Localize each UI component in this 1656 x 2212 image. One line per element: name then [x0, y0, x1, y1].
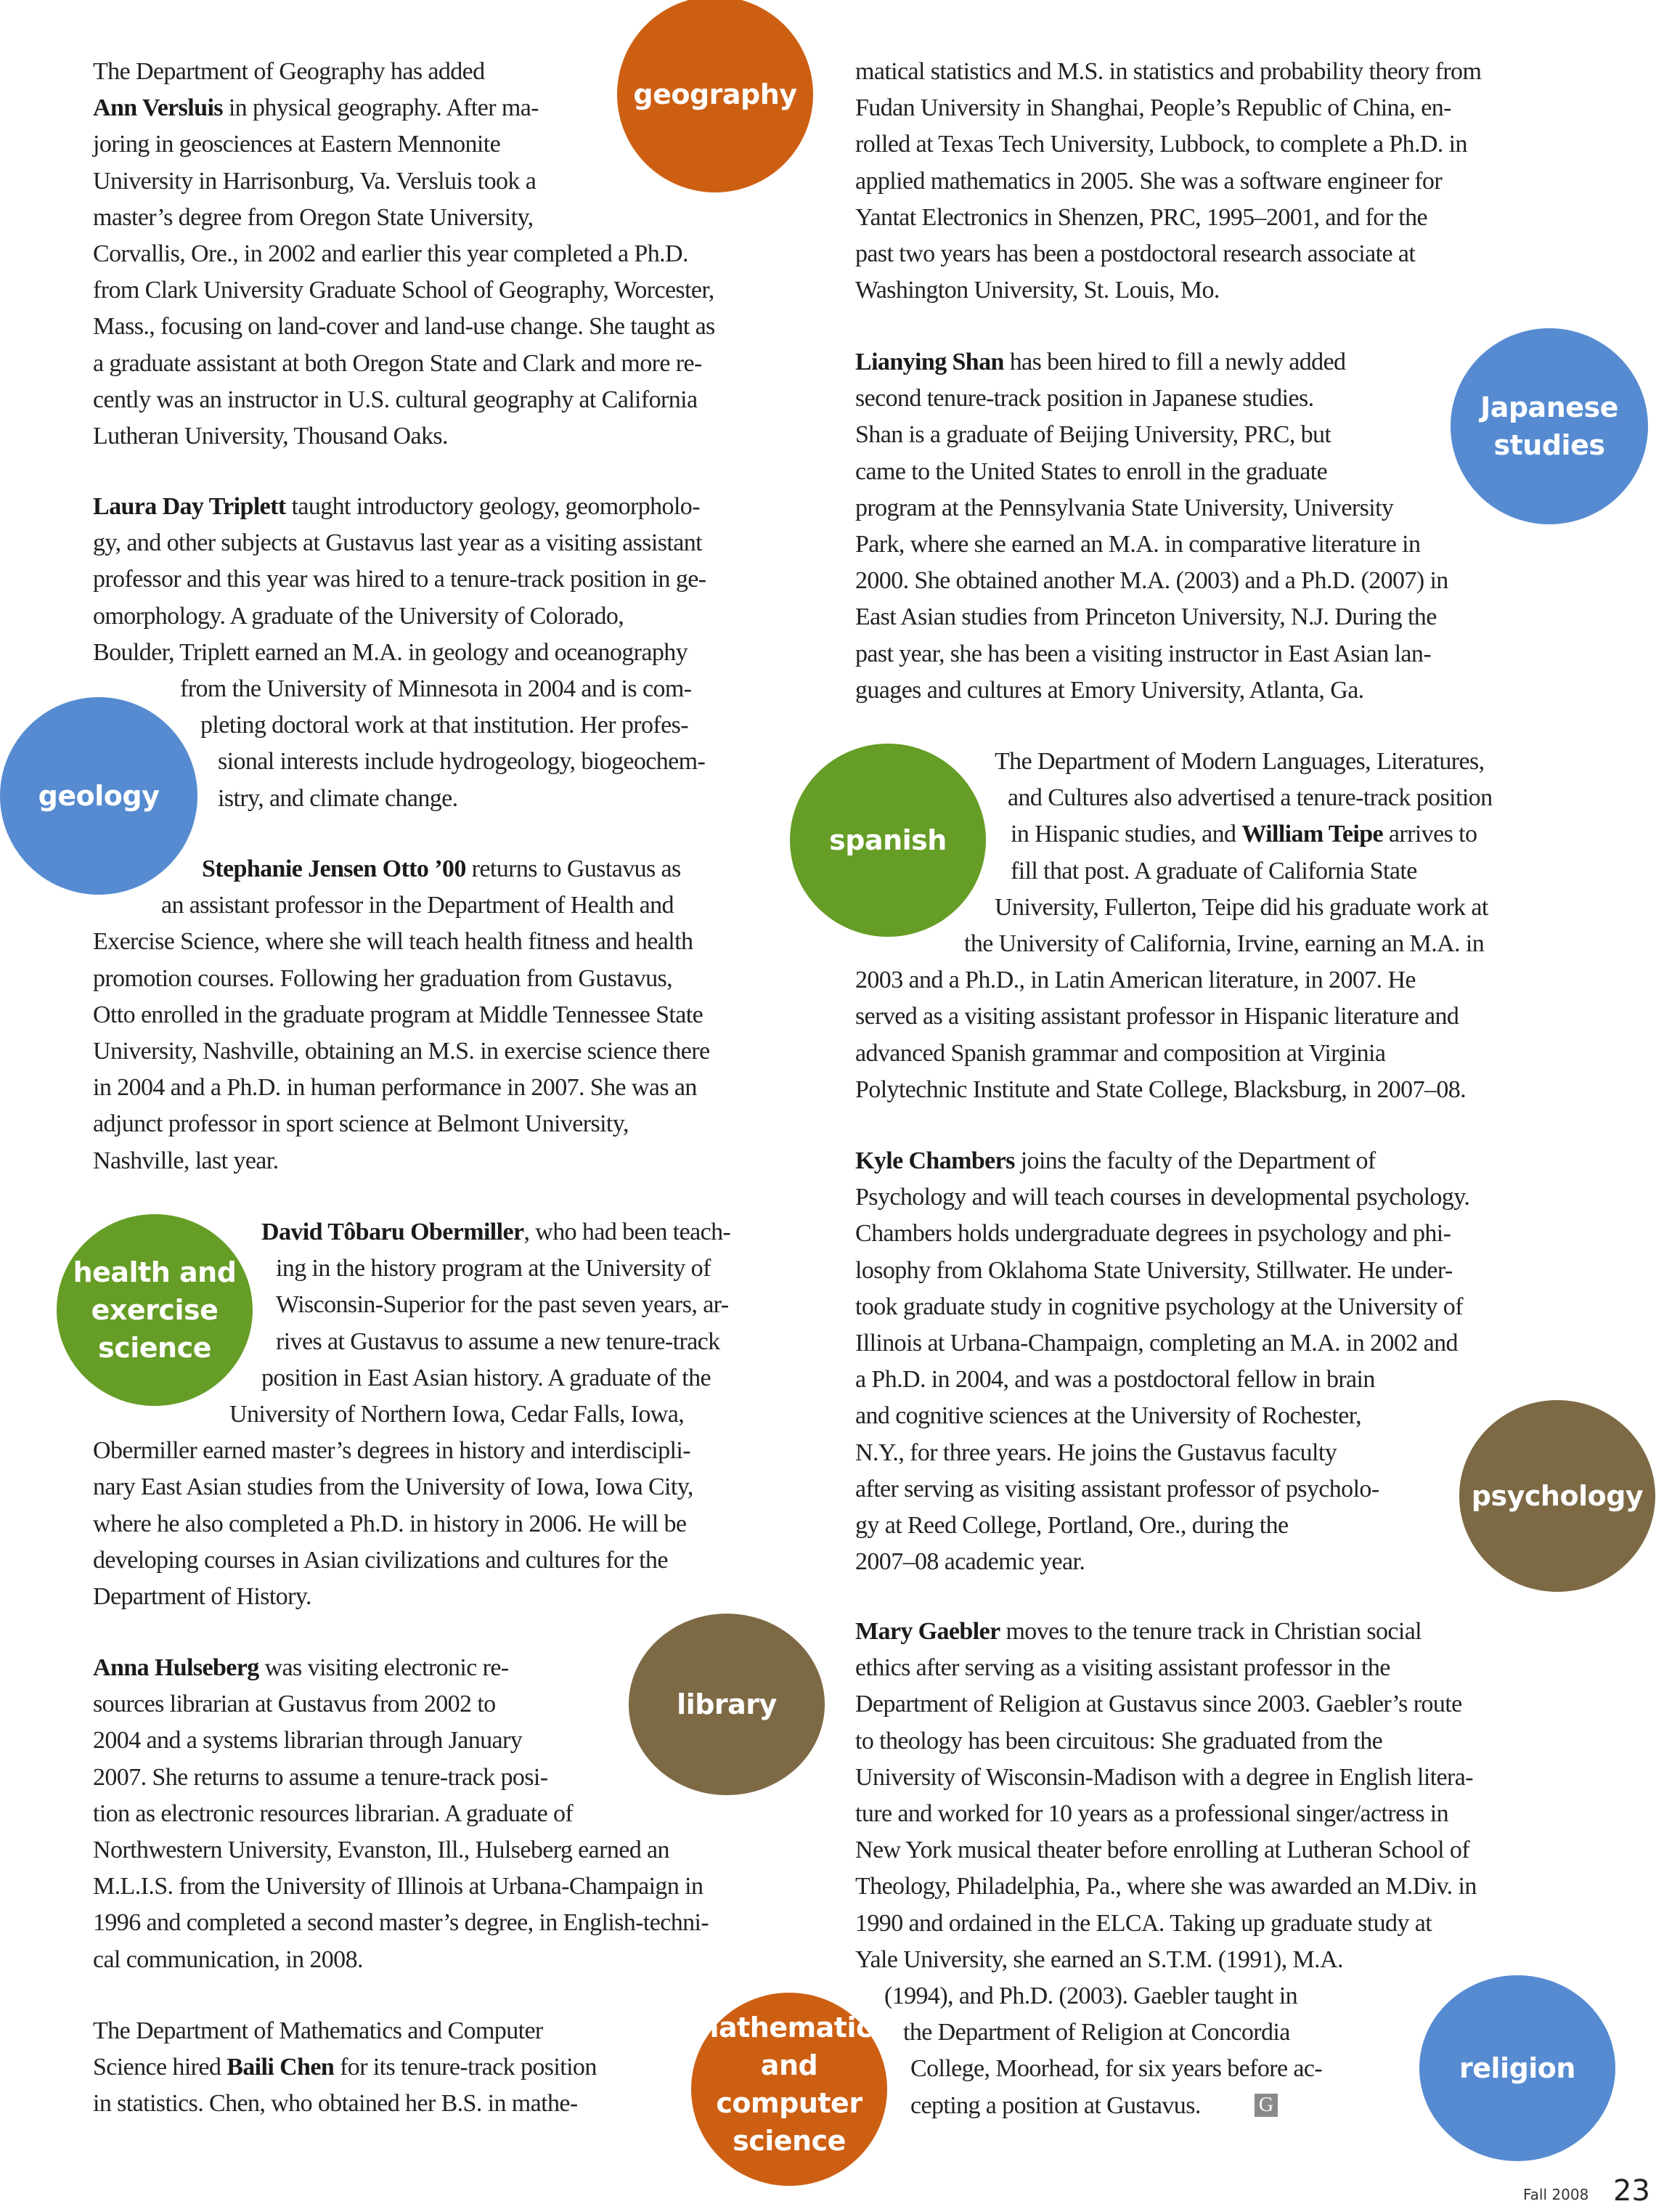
line-text: to theology has been circuitous: She graduated from the — [855, 1727, 1383, 1754]
line-text: University of Northern Iowa, Cedar Falls, Iowa, — [229, 1401, 685, 1428]
line-text: gy, and other subjects at Gustavus last year as a visiting assistant — [93, 529, 702, 557]
line-text: The Department of Geography has added — [93, 58, 485, 85]
text-line — [855, 163, 1442, 200]
text-line — [93, 1686, 496, 1723]
line-text: served as a visiting assistant professor in Hispanic literature and — [855, 1003, 1459, 1030]
text-line — [93, 236, 688, 272]
text-line — [93, 1433, 690, 1469]
text-line — [855, 1869, 1477, 1905]
text-line — [93, 1832, 669, 1869]
line-text: 2007. She returns to assume a tenure-track posi- — [93, 1763, 548, 1791]
line-text: took graduate study in cognitive psychology at the University of — [855, 1293, 1463, 1320]
text-line — [93, 1542, 668, 1579]
text-line — [218, 781, 458, 817]
line-text: fill that post. A graduate of California State — [1011, 857, 1417, 885]
line-text: joins the faculty of the Department of — [1014, 1147, 1376, 1174]
line-text: Chambers holds undergraduate degrees in psychology and phi- — [855, 1220, 1451, 1248]
text-line — [93, 525, 702, 561]
text-line — [93, 90, 539, 126]
circle-label-line: science — [98, 1332, 211, 1364]
line-text: 1996 and completed a second master’s degree, in English-techni- — [93, 1909, 709, 1937]
line-text: Northwestern University, Evanston, Ill., Hulseberg earned an — [93, 1837, 669, 1863]
text-line — [93, 924, 693, 960]
line-text: 2004 and a systems librarian through January — [93, 1727, 523, 1754]
person-name: Ann Versluis — [93, 94, 223, 122]
psychology-label-text — [1472, 1477, 1643, 1515]
text-line — [855, 1614, 1422, 1650]
person-name: Mary Gaebler — [855, 1618, 1000, 1645]
line-text: tion as electronic resources librarian. A graduate of — [93, 1800, 574, 1827]
person-name: Baili Chen — [227, 2054, 335, 2081]
text-line — [93, 1650, 509, 1686]
text-line — [855, 1362, 1375, 1398]
text-line — [964, 926, 1484, 962]
line-text: rolled at Texas Tech University, Lubbock, to complete a Ph.D. in — [855, 131, 1467, 158]
text-line — [93, 200, 534, 236]
line-text: in Hispanic studies, and — [1011, 821, 1242, 848]
text-line — [93, 1796, 573, 1832]
text-line — [93, 1506, 686, 1542]
text-line — [910, 2088, 1201, 2124]
line-text: a Ph.D. in 2004, and was a postdoctoral fellow in brain — [855, 1366, 1375, 1394]
line-text: University of Wisconsin-Madison with a degree in English litera- — [855, 1763, 1473, 1791]
text-line — [855, 1471, 1379, 1508]
line-text: professor and this year was hired to a tenure-track position in ge- — [93, 566, 706, 593]
line-text: program at the Pennsylvania State University, University — [855, 494, 1394, 521]
circle-label-line: exercise — [91, 1294, 219, 1326]
line-text: 2000. She obtained another M.A. (2003) and a Ph.D. (2007) in — [855, 567, 1448, 595]
person-name: Anna Hulseberg — [93, 1654, 259, 1681]
text-line — [855, 1253, 1453, 1289]
line-text: cepting a position at Gustavus. — [910, 2091, 1201, 2119]
geology-label-text — [38, 777, 160, 815]
line-text: where he also completed a Ph.D. in history in 2006. He will be — [93, 1510, 687, 1537]
line-text: advanced Spanish grammar and composition at Virginia — [855, 1039, 1386, 1067]
line-text: in physical geography. After ma- — [222, 94, 539, 122]
health-label-text — [73, 1253, 237, 1367]
text-line — [855, 1832, 1469, 1869]
line-text: istry, and climate change. — [218, 784, 458, 812]
text-line — [855, 1036, 1385, 1072]
line-text: was visiting electronic re- — [258, 1654, 509, 1681]
text-line — [93, 1033, 710, 1070]
line-text: College, Moorhead, for six years before ac- — [910, 2055, 1323, 2083]
line-text: arrives to — [1383, 821, 1477, 848]
line-text: Nashville, last year. — [93, 1147, 279, 1174]
text-line — [995, 890, 1488, 926]
circle-label-line: psychology — [1471, 1480, 1644, 1512]
text-line — [202, 851, 681, 887]
text-line — [855, 1143, 1376, 1179]
text-line — [855, 272, 1220, 309]
text-line — [855, 490, 1393, 526]
text-line — [995, 744, 1485, 780]
text-line — [855, 962, 1416, 999]
line-text: gy at Reed College, Portland, Ore., during the — [855, 1512, 1289, 1539]
text-line — [855, 1906, 1432, 1942]
text-line — [855, 200, 1427, 236]
text-line — [93, 1869, 703, 1905]
text-line — [855, 344, 1345, 381]
text-line — [855, 1435, 1337, 1471]
line-text: joring in geosciences at Eastern Mennonite — [93, 131, 501, 158]
line-text: M.L.I.S. from the University of Illinois at Urbana-Champaign in — [93, 1873, 703, 1900]
line-text: sources librarian at Gustavus from 2002 to — [93, 1691, 496, 1718]
line-text: cently was an instructor in U.S. cultural geography at California — [93, 386, 698, 413]
line-text: Fudan University in Shanghai, People’s Republic of China, en- — [855, 94, 1451, 122]
japanese-studies-circle-label — [1451, 328, 1648, 524]
text-line — [93, 1905, 709, 1941]
line-text: ture and worked for 10 years as a professional singer/actress in — [855, 1800, 1448, 1827]
text-line — [855, 672, 1364, 709]
text-line — [93, 2013, 543, 2049]
line-text: adjunct professor in sport science at Belmont University, — [93, 1110, 629, 1138]
line-text: Exercise Science, where she will teach health fitness and health — [93, 928, 693, 956]
text-line — [93, 1760, 547, 1796]
line-text: sional interests include hydrogeology, biogeochem- — [218, 748, 706, 776]
line-text: Yale University, she earned an S.T.M. (1991), M.A. — [855, 1945, 1343, 1973]
circle-label-line: health and — [73, 1256, 237, 1288]
text-line — [884, 1978, 1297, 2014]
line-text: from Clark University Graduate School of Geography, Worcester, — [93, 277, 714, 304]
line-text: past two years has been a postdoctoral research associate at — [855, 240, 1416, 267]
line-text: Mass., focusing on land-cover and land-use change. She taught as — [93, 313, 715, 341]
line-text: from the University of Minnesota in 2004 and is com- — [180, 675, 692, 702]
text-line — [93, 997, 703, 1033]
text-line — [1008, 780, 1492, 816]
text-line — [855, 1723, 1382, 1760]
line-text: nary East Asian studies from the University of Iowa, Iowa City, — [93, 1473, 693, 1501]
line-text: has been hired to fill a newly added — [1003, 349, 1346, 375]
text-line — [855, 563, 1448, 599]
text-line — [855, 1398, 1361, 1434]
person-name: Stephanie Jensen Otto ’00 — [202, 855, 466, 882]
text-line — [855, 1508, 1289, 1544]
line-text: second tenure-track position in Japanese studies. — [855, 385, 1314, 412]
text-line — [903, 2014, 1290, 2051]
text-line — [855, 999, 1459, 1035]
text-line — [93, 489, 700, 525]
circle-label-line: library — [677, 1688, 777, 1720]
text-line — [855, 454, 1327, 490]
line-text: The Department of Modern Languages, Literatures, — [995, 748, 1485, 775]
text-line — [180, 671, 691, 707]
line-text: Psychology and will teach courses in developmental psychology. — [855, 1184, 1470, 1211]
line-text: Park, where she earned an M.A. in comparative literature in — [855, 531, 1421, 558]
text-line — [93, 309, 715, 345]
circle-label-line: computer — [716, 2087, 862, 2119]
text-line — [855, 1650, 1390, 1686]
geology-circle-label — [0, 697, 197, 895]
text-line — [93, 961, 672, 997]
japanese-label-text — [1480, 389, 1618, 464]
text-line — [855, 1179, 1469, 1216]
library-circle-label — [629, 1614, 825, 1795]
text-line — [855, 90, 1451, 126]
line-text: pleting doctoral work at that institution. Her profes- — [200, 712, 688, 739]
line-text: East Asian studies from Princeton University, N.J. During the — [855, 603, 1437, 631]
text-line — [93, 54, 485, 90]
text-line — [93, 418, 448, 455]
line-text: applied mathematics in 2005. She was a software engineer for — [855, 167, 1443, 195]
text-line — [93, 163, 536, 200]
text-line — [218, 744, 705, 780]
line-text: after serving as visiting assistant professor of psycholo- — [855, 1475, 1379, 1503]
text-line — [1011, 816, 1477, 853]
text-line — [93, 598, 624, 635]
line-text: Boulder, Triplett earned an M.A. in geology and oceanography — [93, 638, 688, 666]
text-line — [93, 1579, 311, 1615]
text-line — [93, 635, 688, 671]
line-text: Obermiller earned master’s degrees in history and interdiscipli- — [93, 1437, 690, 1465]
circle-label-line: spanish — [829, 824, 947, 856]
line-text: Department of Religion at Gustavus since 2003. Gaebler’s route — [855, 1691, 1462, 1718]
math-label-text — [690, 2009, 888, 2160]
line-text: Department of History. — [93, 1583, 311, 1610]
circle-label-line: Japanese — [1480, 391, 1618, 423]
line-text: Science hired — [93, 2054, 227, 2081]
line-text: The Department of Mathematics and Computer — [93, 2017, 543, 2044]
line-text: taught introductory geology, geomorpholo- — [285, 493, 700, 520]
text-line — [276, 1251, 711, 1287]
line-text: Washington University, St. Louis, Mo. — [855, 277, 1220, 304]
line-text: Illinois at Urbana-Champaign, completing an M.A. in 2002 and — [855, 1330, 1458, 1357]
circle-label-line: geography — [633, 78, 797, 110]
text-line — [855, 381, 1314, 417]
line-text: ethics after serving as a visiting assistant professor in the — [855, 1654, 1390, 1682]
circle-label-line: and — [760, 2049, 818, 2081]
line-text: Yantat Electronics in Shenzen, PRC, 1995–2001, and for the — [855, 203, 1428, 231]
circle-label-line: studies — [1493, 429, 1605, 461]
line-text: rives at Gustavus to assume a new tenure-track — [276, 1327, 720, 1355]
text-line — [855, 54, 1481, 90]
line-text: in 2004 and a Ph.D. in human performance in 2007. She was an — [93, 1074, 697, 1102]
text-line — [261, 1360, 711, 1396]
line-text: returns to Gustavus as — [465, 855, 681, 882]
line-text: (1994), and Ph.D. (2003). Gaebler taught in — [884, 1983, 1298, 2009]
line-text: N.Y., for three years. He joins the Gustavus faculty — [855, 1439, 1337, 1466]
text-line — [855, 1325, 1458, 1362]
line-text: Corvallis, Ore., in 2002 and earlier this year completed a Ph.D. — [93, 240, 688, 267]
text-line — [855, 1760, 1473, 1796]
text-line — [93, 1723, 522, 1759]
text-line — [93, 272, 714, 309]
line-text: cal communication, in 2008. — [93, 1945, 363, 1973]
text-line — [93, 2049, 597, 2086]
religion-circle-label — [1419, 1975, 1615, 2161]
text-line — [200, 707, 688, 744]
page-number: 23 — [1613, 2174, 1650, 2208]
religion-label-text — [1459, 2049, 1575, 2087]
line-text: in statistics. Chen, who obtained her B.S. in mathe- — [93, 2090, 578, 2118]
text-line — [855, 1072, 1466, 1108]
line-text: losophy from Oklahoma State University, Stillwater. He under- — [855, 1256, 1453, 1284]
line-text: developing courses in Asian civilizations and cultures for the — [93, 1546, 668, 1574]
text-line — [93, 382, 697, 418]
line-text: the University of California, Irvine, earning an M.A. in — [964, 930, 1485, 957]
psychology-circle-label — [1459, 1400, 1655, 1592]
text-line — [93, 1143, 279, 1179]
line-text: 2003 and a Ph.D., in Latin American literature, in 2007. He — [855, 967, 1416, 994]
circle-label-line: geology — [38, 780, 160, 812]
line-text: Wisconsin-Superior for the past seven years, ar- — [276, 1291, 729, 1319]
text-line — [276, 1287, 728, 1323]
line-text: and Cultures also advertised a tenure-track position — [1008, 784, 1493, 812]
line-text: 1990 and ordained in the ELCA. Taking up graduate study at — [855, 1909, 1432, 1937]
line-text: master’s degree from Oregon State University, — [93, 203, 534, 231]
text-line — [855, 526, 1420, 563]
text-line — [855, 1796, 1448, 1832]
line-text: ing in the history program at the University of — [276, 1255, 711, 1282]
person-name: Kyle Chambers — [855, 1147, 1015, 1174]
text-line — [93, 561, 706, 598]
text-line — [855, 417, 1331, 453]
line-text: New York musical theater before enrolling at Lutheran School of — [855, 1837, 1469, 1864]
text-line — [855, 599, 1437, 635]
person-name: David Tôbaru Obermiller — [261, 1219, 524, 1245]
text-line — [855, 1289, 1463, 1325]
line-text: promotion courses. Following her graduation from Gustavus, — [93, 964, 673, 992]
person-name: Lianying Shan — [855, 349, 1004, 375]
geography-label-text — [633, 76, 796, 113]
spanish-circle-label — [790, 744, 986, 937]
text-line — [855, 1942, 1343, 1978]
text-line — [93, 1106, 629, 1142]
line-text: 2007–08 academic year. — [855, 1548, 1085, 1576]
text-line — [93, 1070, 697, 1106]
text-line — [93, 1942, 363, 1978]
text-line — [161, 887, 674, 924]
text-line — [855, 236, 1415, 272]
line-text: Theology, Philadelphia, Pa., where she was awarded an M.Div. in — [855, 1873, 1477, 1900]
text-line — [93, 126, 500, 163]
line-text: University, Nashville, obtaining an M.S. in exercise science there — [93, 1038, 710, 1065]
line-text: the Department of Religion at Concordia — [903, 2019, 1290, 2046]
line-text: came to the United States to enroll in the graduate — [855, 458, 1328, 485]
line-text: University, Fullerton, Teipe did his graduate work at — [995, 893, 1488, 921]
line-text: and cognitive sciences at the University of Rochester, — [855, 1402, 1362, 1430]
text-line — [93, 2086, 578, 2122]
health-exercise-science-circle-label — [57, 1214, 253, 1406]
line-text: a graduate assistant at both Oregon State and Clark and more re- — [93, 349, 702, 377]
line-text: guages and cultures at Emory University, Atlanta, Ga. — [855, 676, 1364, 704]
line-text: University in Harrisonburg, Va. Versluis took a — [93, 167, 537, 195]
line-text: Shan is a graduate of Beijing University, PRC, but — [855, 421, 1331, 449]
line-text: moves to the tenure track in Christian social — [1000, 1618, 1422, 1645]
text-line — [229, 1396, 684, 1433]
text-line — [855, 1544, 1085, 1580]
line-text: past year, she has been a visiting instructor in East Asian lan- — [855, 640, 1432, 667]
line-text: position in East Asian history. A graduate of the — [261, 1364, 711, 1391]
line-text: for its tenure-track position — [334, 2054, 597, 2081]
text-line — [276, 1324, 720, 1360]
text-line — [93, 1469, 693, 1505]
person-name: William Teipe — [1241, 821, 1384, 848]
line-text: an assistant professor in the Department of Health and — [161, 892, 674, 919]
text-line — [855, 1216, 1451, 1252]
library-label-text — [677, 1686, 777, 1723]
circle-label-line: science — [733, 2125, 846, 2157]
line-text: matical statistics and M.S. in statistics and probability theory from — [855, 58, 1482, 85]
line-text: omorphology. A graduate of the University of Colorado, — [93, 602, 624, 630]
line-text: Otto enrolled in the graduate program at Middle Tennessee State — [93, 1001, 703, 1028]
end-of-story-mark: G — [1255, 2094, 1278, 2117]
text-line — [93, 346, 702, 382]
text-line — [1011, 853, 1417, 890]
geography-circle-label — [617, 0, 813, 192]
text-line — [855, 126, 1467, 163]
person-name: Laura Day Triplett — [93, 493, 286, 520]
mathematics-computer-science-circle-label — [691, 1993, 887, 2186]
issue-label: Fall 2008 — [1523, 2186, 1589, 2203]
text-line — [855, 636, 1431, 672]
line-text: Polytechnic Institute and State College, Blacksburg, in 2007–08. — [855, 1075, 1467, 1103]
line-text: , who had been teach- — [523, 1219, 731, 1245]
text-line — [855, 1686, 1462, 1723]
spanish-label-text — [829, 821, 947, 859]
circle-label-line: religion — [1459, 2052, 1575, 2084]
text-line — [910, 2051, 1322, 2087]
line-text: Lutheran University, Thousand Oaks. — [93, 423, 448, 450]
text-line — [261, 1214, 730, 1251]
circle-label-line: mathematics — [690, 2012, 889, 2044]
